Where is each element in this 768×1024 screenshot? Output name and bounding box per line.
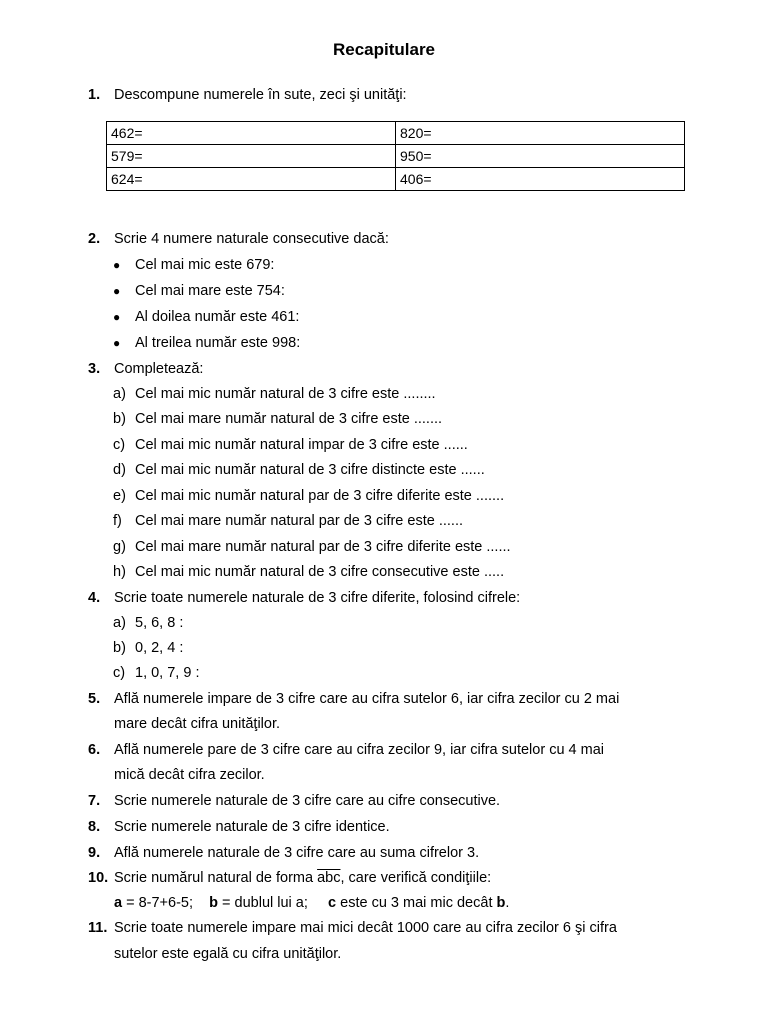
item-text: Cel mai mic număr natural impar de 3 cifre este ...... [135, 437, 468, 453]
question-text-continued: mare decât cifra unităţilor. [114, 716, 281, 732]
condition-c-end: b [496, 895, 506, 911]
question-text: Scrie 4 numere naturale consecutive dacă: [114, 231, 389, 247]
question-text: Scrie numărul natural de forma [114, 870, 318, 886]
question-6 [88, 742, 604, 758]
question-text: Scrie toate numerele impare mai mici decât 1000 care au cifra zecilor 6 şi cifra [114, 920, 617, 936]
table-cell: 462= [107, 122, 396, 145]
question-8 [88, 819, 390, 835]
item-label: d) [113, 462, 126, 478]
list-item [113, 386, 436, 402]
table-cell: 406= [396, 168, 685, 191]
condition-c-dot: . [505, 895, 510, 911]
bullet-icon: ● [113, 310, 121, 324]
table-row [107, 145, 685, 168]
item-text: Cel mai mic număr natural par de 3 cifre diferite este ....... [135, 488, 505, 504]
table-row [107, 168, 685, 191]
question-3 [88, 361, 203, 377]
bullet-icon: ● [113, 336, 121, 350]
condition-c-var: c [328, 895, 337, 911]
condition-b-var: b [209, 895, 218, 911]
item-text: 1, 0, 7, 9 : [135, 665, 200, 681]
list-item [113, 564, 504, 580]
item-label: g) [113, 539, 126, 555]
list-item [113, 640, 183, 656]
item-text: Cel mai mic număr natural de 3 cifre distincte este ...... [135, 462, 485, 478]
table-row [107, 122, 685, 145]
list-item [113, 309, 299, 325]
question-text: Scrie numerele naturale de 3 cifre identice. [114, 819, 390, 835]
question-text-continued: mică decât cifra zecilor. [114, 767, 265, 783]
item-text: 5, 6, 8 : [135, 615, 184, 631]
item-label: h) [113, 564, 126, 580]
condition-b: = dublul lui a; [218, 895, 308, 911]
item-label: f) [113, 513, 122, 529]
list-item-text: Al doilea număr este 461: [135, 309, 300, 325]
list-item [113, 462, 485, 478]
item-text: 0, 2, 4 : [135, 640, 184, 656]
conditions-line [114, 895, 509, 911]
item-text: Cel mai mic număr natural de 3 cifre este ........ [135, 386, 436, 402]
question-number: 9. [88, 845, 101, 861]
condition-a: = 8-7+6-5; [122, 895, 194, 911]
question-10 [88, 870, 491, 886]
list-item [113, 488, 504, 504]
question-number: 2. [88, 231, 101, 247]
table-cell: 624= [107, 168, 396, 191]
list-item [113, 411, 442, 427]
item-label: e) [113, 488, 126, 504]
list-item [113, 615, 183, 631]
question-number: 1. [88, 87, 101, 103]
question-2 [88, 231, 389, 247]
question-number: 8. [88, 819, 101, 835]
condition-c: este cu 3 mai mic decât [336, 895, 497, 911]
question-text: Află numerele naturale de 3 cifre care au suma cifrelor 3. [114, 845, 480, 861]
question-number: 4. [88, 590, 101, 606]
question-text-continued: sutelor este egală cu cifra unităţilor. [114, 946, 342, 962]
item-label: a) [113, 386, 126, 402]
decomposition-table [106, 121, 685, 191]
question-4 [88, 590, 520, 606]
list-item-text: Cel mai mic este 679: [135, 257, 275, 273]
list-item [113, 335, 300, 351]
item-text: Cel mai mic număr natural de 3 cifre consecutive este ..... [135, 564, 505, 580]
list-item [113, 283, 285, 299]
page-title: Recapitulare [332, 40, 436, 59]
question-text-end: , care verifică condiţiile: [340, 870, 492, 886]
question-number: 3. [88, 361, 101, 377]
question-text: Descompune numerele în sute, zeci şi unităţi: [114, 87, 407, 103]
question-text: Completează: [114, 361, 204, 377]
question-number: 7. [88, 793, 101, 809]
item-text: Cel mai mare număr natural par de 3 cifre diferite este ...... [135, 539, 511, 555]
item-label: a) [113, 615, 126, 631]
list-item [113, 257, 274, 273]
item-label: b) [113, 640, 126, 656]
number-form: $\overline{abc}$ [317, 870, 341, 886]
question-text: Află numerele impare de 3 cifre care au cifra sutelor 6, iar cifra zecilor cu 2 mai [114, 691, 620, 707]
question-number: 10. [88, 870, 109, 886]
item-label: b) [113, 411, 126, 427]
list-item [113, 665, 200, 681]
list-item-text: Cel mai mare este 754: [135, 283, 285, 299]
item-text: Cel mai mare număr natural par de 3 cifre este ...... [135, 513, 463, 529]
table-cell: 820= [396, 122, 685, 145]
question-1 [88, 87, 407, 103]
question-number: 5. [88, 691, 101, 707]
question-text: Scrie toate numerele naturale de 3 cifre diferite, folosind cifrele: [114, 590, 521, 606]
question-text: Scrie numerele naturale de 3 cifre care au cifre consecutive. [114, 793, 501, 809]
table-cell: 579= [107, 145, 396, 168]
question-number: 6. [88, 742, 101, 758]
item-label: c) [113, 665, 126, 681]
item-text: Cel mai mare număr natural de 3 cifre este ....... [135, 411, 443, 427]
list-item [113, 513, 463, 529]
item-label: c) [113, 437, 126, 453]
list-item [113, 539, 511, 555]
bullet-icon: ● [113, 258, 121, 272]
question-11 [88, 920, 617, 936]
bullet-icon: ● [113, 284, 121, 298]
question-text: Află numerele pare de 3 cifre care au cifra zecilor 9, iar cifra sutelor cu 4 mai [114, 742, 604, 758]
question-number: 11. [88, 920, 108, 936]
question-7 [88, 793, 500, 809]
question-9 [88, 845, 479, 861]
table-cell: 950= [396, 145, 685, 168]
question-5 [88, 691, 619, 707]
list-item-text: Al treilea număr este 998: [135, 335, 301, 351]
list-item [113, 437, 468, 453]
condition-a-var: a [114, 895, 123, 911]
